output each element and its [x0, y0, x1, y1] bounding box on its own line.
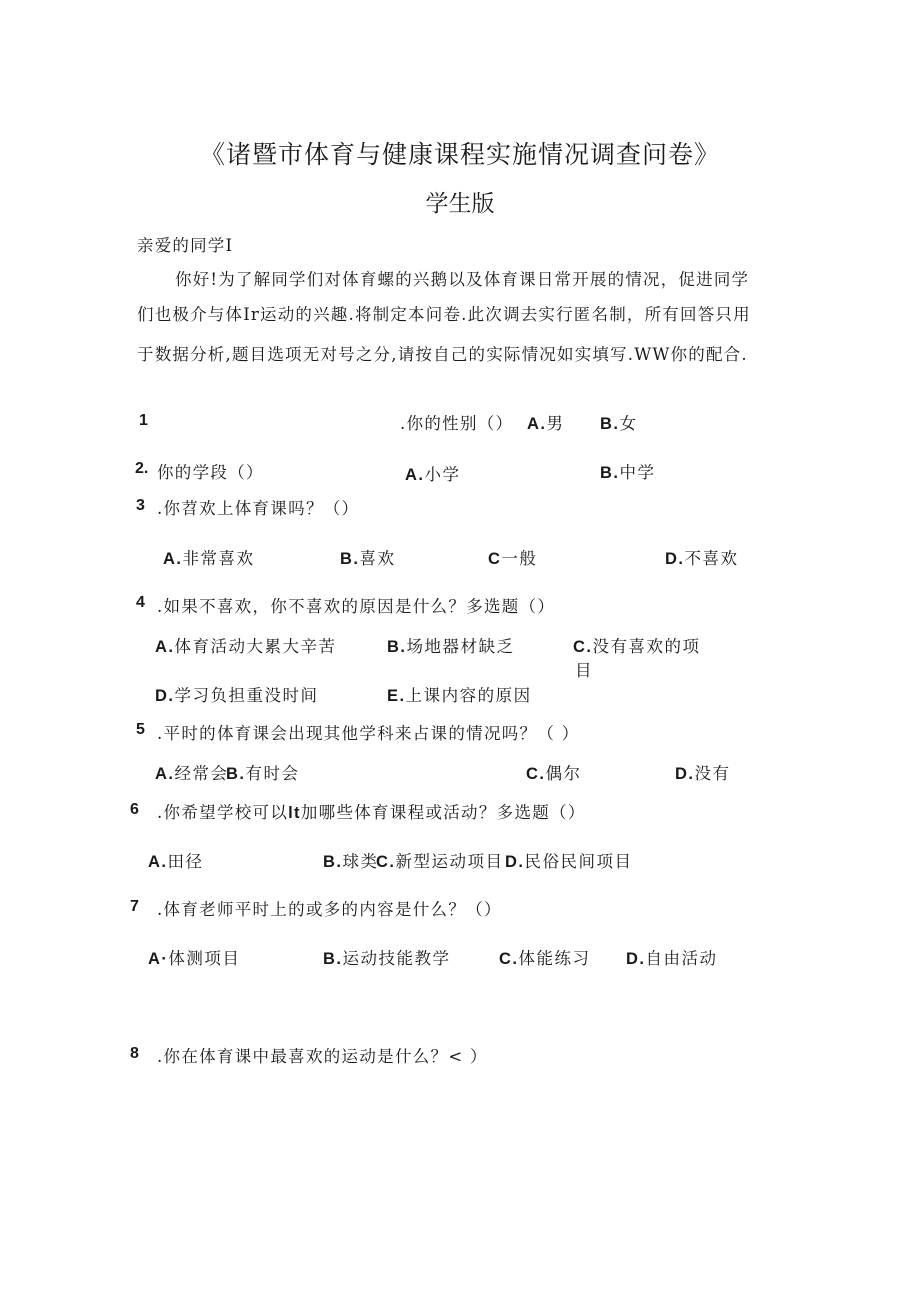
- intro-line-3: 于数据分析,题目选项无对号之分,请按自己的实际情况如实填写.WW你的配合.: [137, 345, 748, 364]
- option-d[interactable]: D.没有: [675, 764, 731, 783]
- option-d[interactable]: D.学习负担重没时间: [155, 686, 319, 705]
- question-text: 你的学段（）: [157, 463, 264, 482]
- option-a[interactable]: A.经常会: [155, 764, 229, 783]
- intro-line-2: 们也极介与体Ir运动的兴趣.将制定本问卷.此次调去实行匿名制，所有回答只用: [137, 305, 751, 324]
- question-number: 7: [130, 898, 139, 915]
- option-b[interactable]: B.喜欢: [340, 549, 396, 568]
- question-text: .体育老师平时上的或多的内容是什么？（）: [157, 900, 502, 919]
- question-text: .你在体育课中最喜欢的运动是什么？< ）: [157, 1047, 488, 1066]
- question-number: 8: [130, 1045, 139, 1062]
- question-number: 1: [139, 412, 148, 429]
- option-b[interactable]: B.中学: [600, 463, 656, 482]
- option-a[interactable]: A.非常喜欢: [163, 549, 255, 568]
- question-number: 2.: [135, 460, 149, 477]
- intro-line-1: 你好!为了解同学们对体育螺的兴鹅以及体育课日常开展的情况，促进同学: [175, 270, 750, 289]
- question-number: 4: [136, 594, 145, 611]
- question-number: 5: [136, 721, 145, 738]
- page-title: 《诸暨市体育与健康课程实施情况调查问卷》: [199, 140, 720, 169]
- option-a[interactable]: A.小学: [405, 465, 461, 484]
- option-d[interactable]: D.自由活动: [626, 949, 718, 968]
- option-c[interactable]: C.体能练习: [499, 949, 591, 968]
- option-b[interactable]: B.球类: [323, 852, 379, 871]
- option-c[interactable]: C.偶尔: [526, 764, 582, 783]
- page-subtitle: 学生版: [425, 191, 495, 217]
- option-b[interactable]: B.女: [600, 414, 638, 433]
- option-d[interactable]: D.不喜欢: [665, 549, 739, 568]
- greeting: 亲爱的同学I: [137, 236, 234, 255]
- option-c[interactable]: C一般: [488, 549, 538, 568]
- option-b[interactable]: B.场地器材缺乏: [387, 637, 515, 656]
- option-a[interactable]: A.体育活动大累大辛苦: [155, 637, 337, 656]
- question-text: .你苕欢上体育课吗？（）: [157, 499, 360, 518]
- option-e[interactable]: E.上课内容的原因: [387, 686, 532, 705]
- option-c[interactable]: C.新型运动项目: [376, 852, 504, 871]
- question-number: 3: [136, 497, 145, 514]
- question-text: .你希望学校可以lt加哪些体育课程或活动？多选题（）: [157, 803, 586, 822]
- question-text: .平时的体育课会出现其他学科来占课的情况吗？（ ）: [157, 724, 580, 743]
- option-b[interactable]: B.有时会: [226, 764, 300, 783]
- question-number: 6: [130, 801, 139, 818]
- option-c[interactable]: C.没有喜欢的项: [573, 637, 701, 656]
- option-c-wrap: 目: [575, 661, 593, 680]
- option-b[interactable]: B.运动技能教学: [323, 949, 451, 968]
- question-text: .如果不喜欢，你不喜欢的原因是什么？多选题（）: [157, 597, 556, 616]
- option-a[interactable]: A·体测项目: [148, 949, 241, 968]
- option-a[interactable]: A.田径: [148, 852, 204, 871]
- option-a[interactable]: A.男: [527, 414, 565, 433]
- option-d[interactable]: D.民俗民间项目: [505, 852, 633, 871]
- question-text: .你的性别（）: [400, 414, 514, 433]
